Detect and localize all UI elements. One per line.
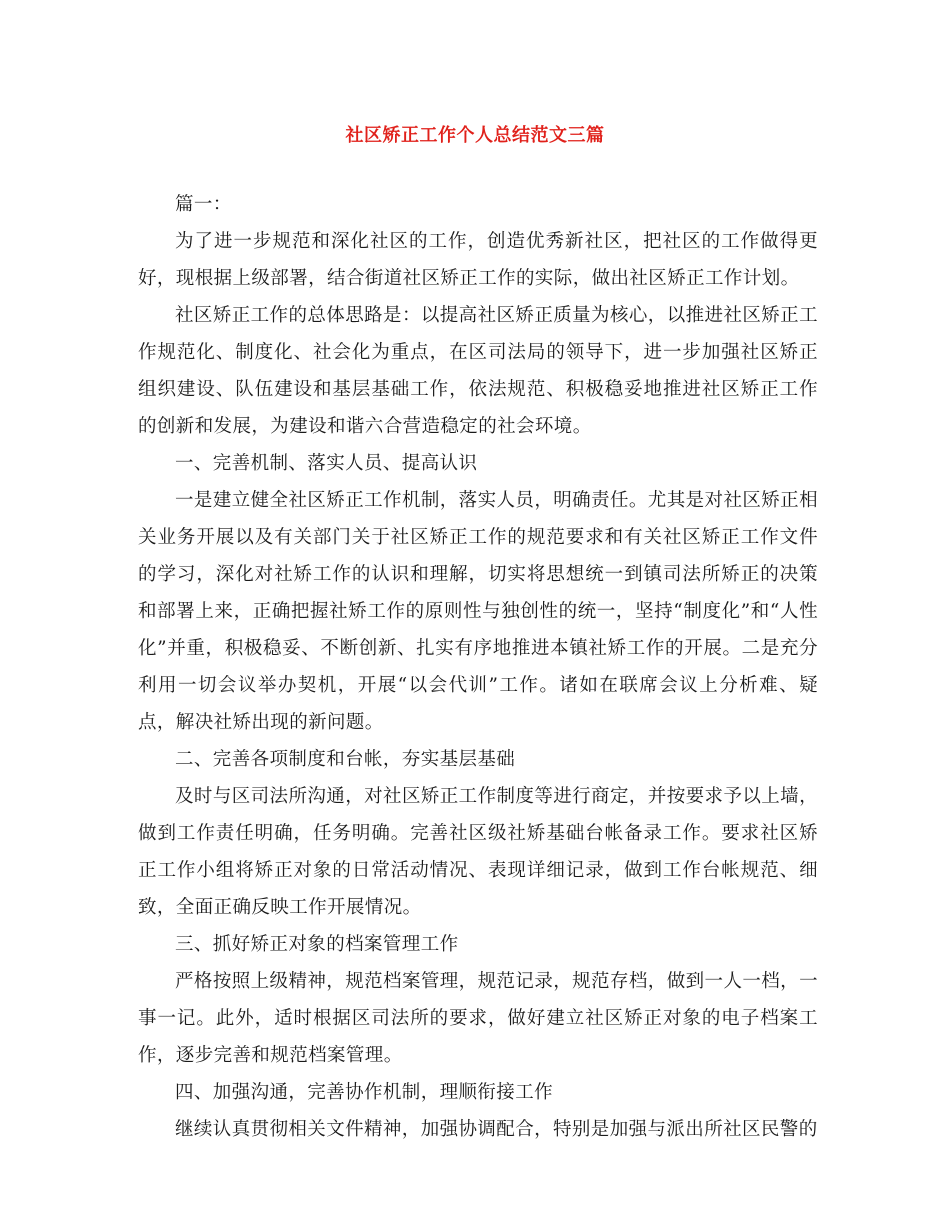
section-heading: 一、完善机制、落实人员、提高认识 [175,453,478,474]
section-label: 篇一： [175,194,232,215]
section-heading: 四、加强沟通，完善协作机制，理顺衔接工作 [175,1082,554,1103]
body-paragraph: 及时与区司法所沟通，对社区矫正工作制度等进行商定，并按要求予以上墙，做到工作责任明确，任务明确。完善社区级社矫基础台帐备录工作。要求社区矫正工作小组将矫正对象的日常活动情况、表现详细记录，做到工作台帐规范、细致，全面正确反映工作开展情况。 [138,786,818,918]
body-paragraph: 为了进一步规范和深化社区的工作，创造优秀新社区，把社区的工作做得更好，现根据上级部署，结合街道社区矫正工作的实际，做出社区矫正工作计划。 [138,231,818,289]
body-paragraph: 社区矫正工作的总体思路是：以提高社区矫正质量为核心，以推进社区矫正工作规范化、制度化、社会化为重点，在区司法局的领导下，进一步加强社区矫正组织建设、队伍建设和基层基础工作，依法规范、积极稳妥地推进社区矫正工作的创新和发展，为建设和谐六合营造稳定的社会环境。 [138,305,818,437]
section-heading: 三、抓好矫正对象的档案管理工作 [175,934,459,955]
document-title: 社区矫正工作个人总结范文三篇 [345,125,605,146]
section-heading: 二、完善各项制度和台帐，夯实基层基础 [175,749,516,770]
body-paragraph: 继续认真贯彻相关文件精神，加强协调配合，特别是加强与派出所社区民警的 [175,1119,818,1140]
document-body [138,186,818,1148]
body-paragraph: 一是建立健全社区矫正工作机制，落实人员，明确责任。尤其是对社区矫正相关业务开展以及有关部门关于社区矫正工作的规范要求和有关社区矫正工作文件的学习，深化对社矫工作的认识和理解，切实将思想统一到镇司法所矫正的决策和部署上来，正确把握社矫工作的原则性与独创性的统一，坚持“制度化”和“人性化”并重，积极稳妥、不断创新、扎实有序地推进本镇社矫工作的开展。二是充分利用一切会议举办契机，开展“以会代训”工作。诸如在联席会议上分析难、疑点，解决社矫出现的新问题。 [138,490,818,733]
body-paragraph: 严格按照上级精神，规范档案管理，规范记录，规范存档，做到一人一档，一事一记。此外，适时根据区司法所的要求，做好建立社区矫正对象的电子档案工作，逐步完善和规范档案管理。 [138,971,818,1066]
